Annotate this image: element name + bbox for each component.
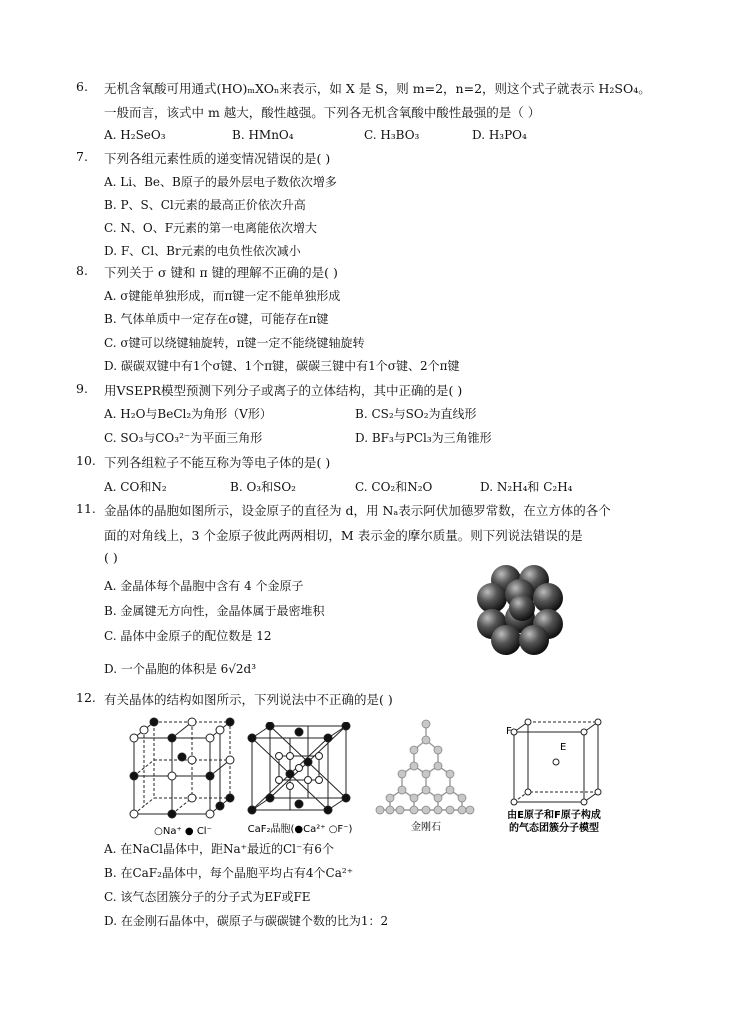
cluster-molecule-figure xyxy=(496,718,610,840)
question-stem-line: 金晶体的晶胞如图所示，设金原子的直径为 d，用 Nₐ表示阿伏加德罗常数，在立方体的各个 xyxy=(104,503,611,518)
option-a: A. H₂O与BeCl₂为角形（V形） xyxy=(104,407,272,421)
question-stem: 下列各组元素性质的递变情况错误的是( ) xyxy=(104,151,331,166)
option-d: D. 在金刚石晶体中，碳原子与碳碳键个数的比为1：2 xyxy=(104,914,389,928)
option-c: C. SO₃与CO₃²⁻为平面三角形 xyxy=(104,431,263,445)
option-c: C. 该气态团簇分子的分子式为EF或FE xyxy=(104,890,311,904)
question-number: 11. xyxy=(76,501,96,516)
option-a: A. 在NaCl晶体中，距Na⁺最近的Cl⁻有6个 xyxy=(104,842,334,856)
question-stem: 下列关于 σ 键和 π 键的理解不正确的是( ) xyxy=(104,265,338,280)
option-b: B. O₃和SO₂ xyxy=(230,480,296,494)
question-number: 7. xyxy=(76,149,88,164)
question-number: 9. xyxy=(76,381,88,396)
nacl-caption: ○Na⁺ ● Cl⁻ xyxy=(154,826,212,837)
option-b: B. 金属键无方向性，金晶体属于最密堆积 xyxy=(104,604,325,618)
diamond-crystal-figure xyxy=(370,716,476,838)
label-f: F xyxy=(506,726,512,737)
question-number: 10. xyxy=(76,453,96,468)
label-e: E xyxy=(560,742,567,753)
cluster-caption-line2: 的气态团簇分子模型 xyxy=(509,823,599,834)
option-a: A. Li、Be、B原子的最外层电子数依次增多 xyxy=(104,175,337,189)
question-number: 6. xyxy=(76,79,88,94)
option-b: B. P、S、Cl元素的最高正价依次升高 xyxy=(104,198,306,212)
question-stem: 下列各组粒子不能互称为等电子体的是( ) xyxy=(104,455,331,470)
question-stem-line: 无机含氧酸可用通式(HO)ₘXOₙ来表示，如 X 是 S，则 m=2，n=2，则这个式子就表示 H₂SO₄。 xyxy=(104,81,651,96)
option-d: D. F、Cl、Br元素的电负性依次减小 xyxy=(104,244,301,258)
caf2-caption: CaF₂晶胞(●Ca²⁺ ○F⁻) xyxy=(247,824,353,835)
option-c: C. CO₂和N₂O xyxy=(355,480,433,494)
option-d: D. 一个晶胞的体积是 6√2d³ xyxy=(104,662,257,676)
gold-atoms xyxy=(477,565,563,655)
option-a: A. CO和N₂ xyxy=(104,480,167,494)
option-d: D. 碳碳双键中有1个σ键、1个π键，碳碳三键中有1个σ键、2个π键 xyxy=(104,359,460,373)
option-a: A. H₂SeO₃ xyxy=(104,128,166,142)
question-number: 8. xyxy=(76,263,88,278)
question-stem: 有关晶体的结构如图所示，下列说法中不正确的是( ) xyxy=(104,692,393,707)
option-a: A. 金晶体每个晶胞中含有 4 个金原子 xyxy=(104,579,304,593)
option-c: C. 晶体中金原子的配位数是 12 xyxy=(104,629,272,643)
option-d: D. N₂H₄和 C₂H₄ xyxy=(480,480,573,494)
nacl-crystal-figure xyxy=(128,716,238,838)
caf2-crystal-figure xyxy=(244,722,358,838)
question-stem-line: 一般而言，该式中 m 越大，酸性越强。下列各无机含氧酸中酸性最强的是（ ） xyxy=(104,105,541,120)
diamond-caption: 金刚石 xyxy=(411,822,441,833)
question-stem: 用VSEPR模型预测下列分子或离子的立体结构，其中正确的是( ) xyxy=(104,383,463,398)
cluster-caption-line1: 由E原子和F原子构成 xyxy=(507,810,601,821)
option-a: A. σ键能单独形成，而π键一定不能单独形成 xyxy=(104,289,341,303)
option-b: B. 在CaF₂晶体中，每个晶胞平均占有4个Ca²⁺ xyxy=(104,866,354,880)
option-b: B. HMnO₄ xyxy=(232,128,294,142)
option-d: D. BF₃与PCl₃为三角锥形 xyxy=(355,431,492,445)
option-c: C. σ键可以绕键轴旋转，π键一定不能绕键轴旋转 xyxy=(104,336,365,350)
option-c: C. N、O、F元素的第一电离能依次增大 xyxy=(104,221,318,235)
question-stem-line: ( ) xyxy=(104,550,118,565)
option-b: B. 气体单质中一定存在σ键，可能存在π键 xyxy=(104,312,329,326)
option-d: D. H₃PO₄ xyxy=(472,128,527,142)
option-b: B. CS₂与SO₂为直线形 xyxy=(355,407,477,421)
gold-unit-cell-figure xyxy=(472,562,572,658)
question-number: 12. xyxy=(76,690,96,705)
question-stem-line: 面的对角线上，3 个金原子彼此两两相切，M 表示金的摩尔质量。则下列说法错误的是 xyxy=(104,528,583,543)
option-c: C. H₃BO₃ xyxy=(364,128,420,142)
